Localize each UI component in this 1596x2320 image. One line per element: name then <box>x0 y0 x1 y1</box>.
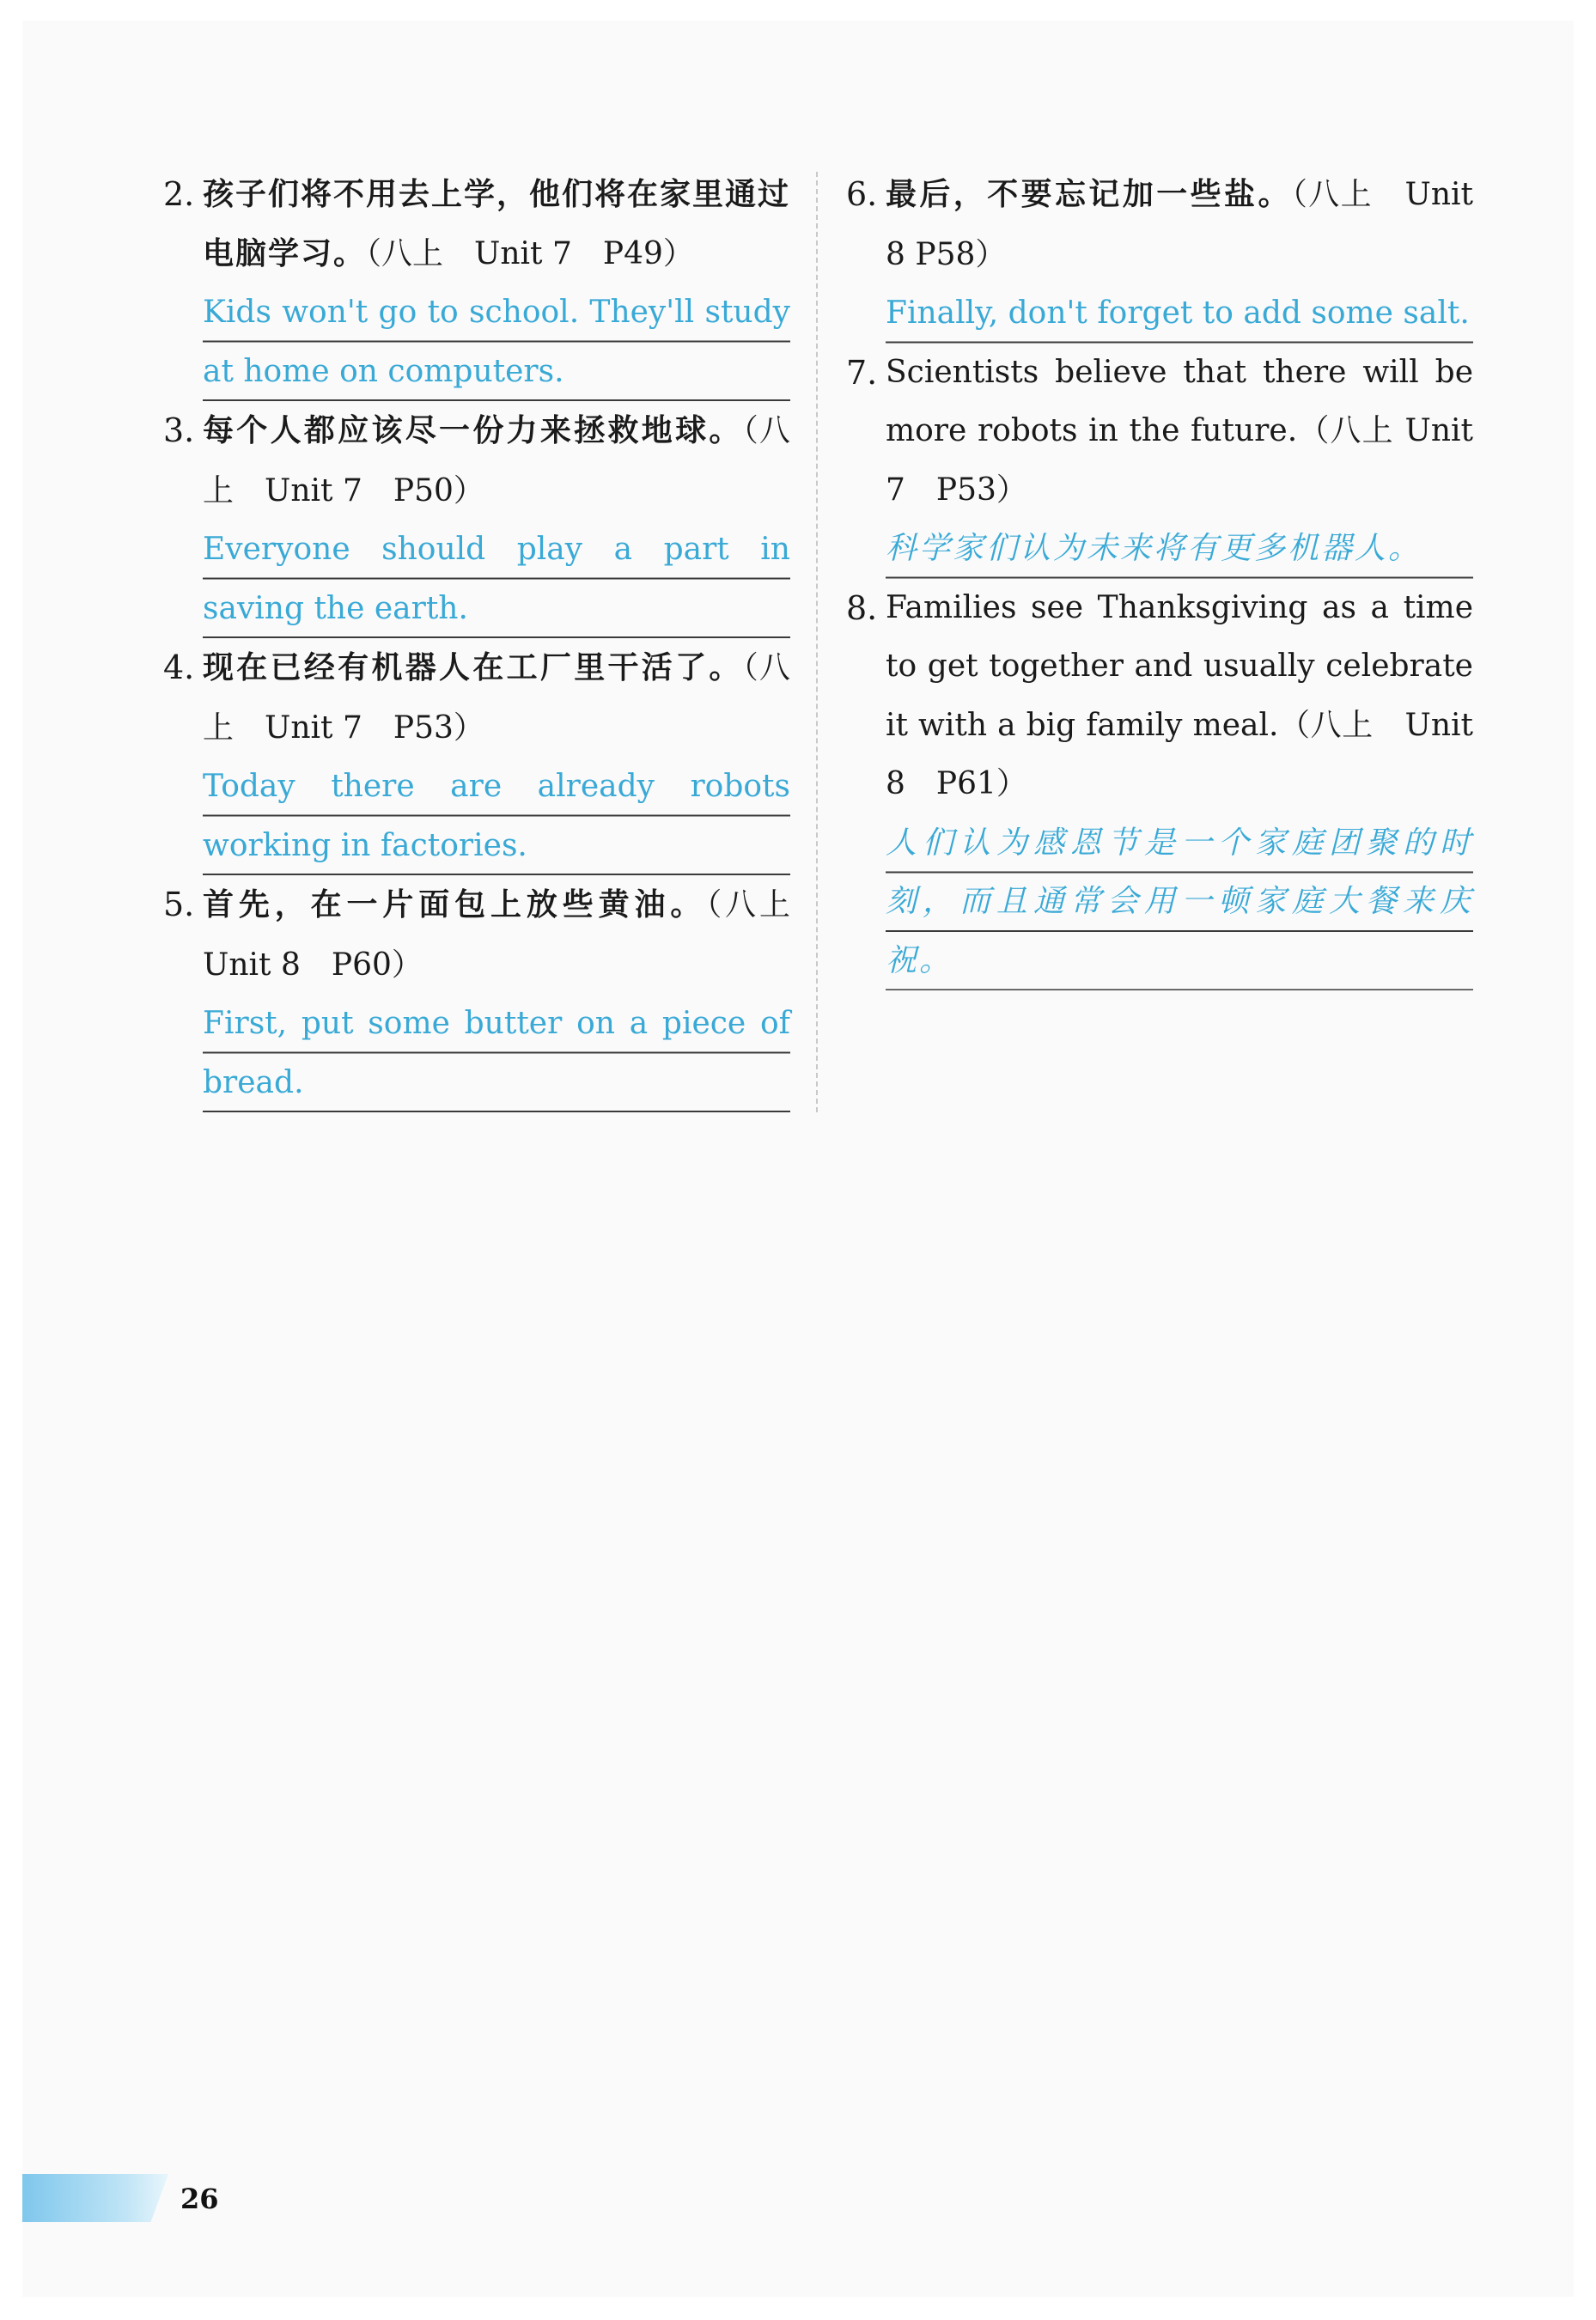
item-prompt <box>886 165 1473 284</box>
item-prompt <box>203 165 790 283</box>
item-answer: Kids won't go to school. They'll study at home on computers. <box>203 283 790 401</box>
item-source: （八上 Unit 8 P60） <box>203 887 790 983</box>
item-prompt <box>203 638 790 758</box>
item-number: 6. <box>846 175 878 213</box>
prompt-text: 首先，在一片面包上放些黄油。 <box>203 886 707 923</box>
exercise-item-8 <box>846 579 1473 991</box>
exercise-item-4 <box>163 638 790 875</box>
item-prompt <box>886 344 1473 521</box>
item-prompt <box>886 579 1473 814</box>
item-source: （八上 Unit 7 P53） <box>203 650 790 746</box>
item-prompt <box>203 401 790 521</box>
item-answer: First, put some butter on a piece of bread. <box>203 995 790 1112</box>
item-answer: Finally, don't forget to add some salt. <box>886 284 1473 344</box>
prompt-text: 孩子们将不用去上学，他们将在家里通过电脑学习。 <box>203 176 791 271</box>
item-source: （八上 Unit 7 P53） <box>886 413 1473 508</box>
item-number: 3. <box>163 411 195 449</box>
left-column <box>163 165 790 1112</box>
item-answer: 科学家们认为未来将有更多机器人。 <box>886 520 1473 579</box>
exercise-item-2 <box>163 165 790 401</box>
exercise-item-7 <box>846 344 1473 579</box>
right-column <box>846 165 1473 990</box>
prompt-text: 最后，不要忘记加一些盐。 <box>886 176 1292 212</box>
item-source: （八上 Unit 7 P50） <box>203 413 790 508</box>
exercise-item-6 <box>846 165 1473 344</box>
exercise-item-5 <box>163 875 790 1112</box>
page-number-badge <box>22 2174 168 2222</box>
item-source: （八上 Unit 8 P58） <box>886 177 1473 272</box>
page-number: 26 <box>180 2183 219 2215</box>
item-source: （八上 Unit 8 P61） <box>886 707 1473 801</box>
item-answer: 人们认为感恩节是一个家庭团聚的时刻，而且通常会用一顿家庭大餐来庆祝。 <box>886 814 1473 991</box>
item-number: 8. <box>846 588 878 627</box>
prompt-text: 现在已经有机器人在工厂里干活了。 <box>203 649 743 685</box>
item-answer: Everyone should play a part in saving the earth. <box>203 521 790 638</box>
prompt-text: Families see Thanksgiving as a time to get together and usually celebrate it with a big family meal. <box>886 589 1473 743</box>
item-number: 7. <box>846 353 878 392</box>
exercise-item-3 <box>163 401 790 638</box>
prompt-text: Scientists believe that there will be more robots in the future. <box>886 354 1473 448</box>
item-prompt <box>203 875 790 995</box>
item-number: 2. <box>163 175 195 213</box>
item-source: （八上 Unit 7 P49） <box>366 235 694 271</box>
prompt-text: 每个人都应该尽一份力来拯救地球。 <box>203 412 743 448</box>
item-number: 4. <box>163 649 195 686</box>
column-divider <box>816 172 818 1112</box>
item-number: 5. <box>163 886 195 923</box>
item-answer: Today there are already robots working in factories. <box>203 758 790 875</box>
